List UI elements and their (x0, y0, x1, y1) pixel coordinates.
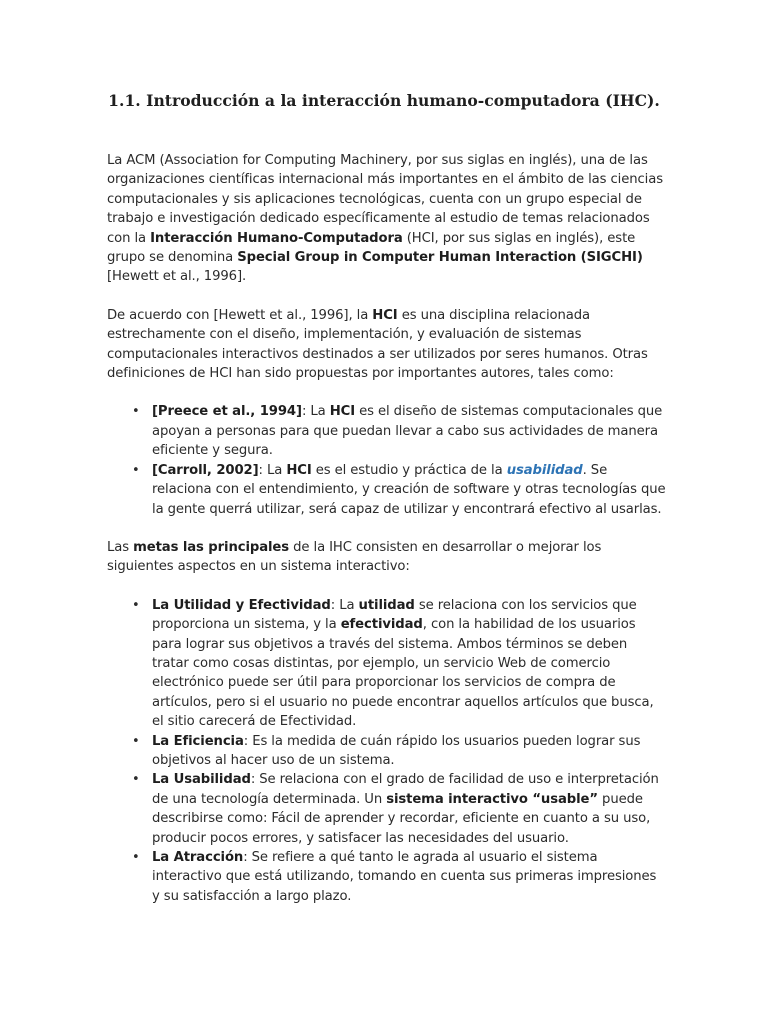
bold-term: La Utilidad y Efectividad (152, 597, 331, 613)
paragraph-hci-definition (107, 306, 667, 384)
list-item (132, 848, 667, 906)
list-item (132, 461, 667, 519)
bullet-icon: • (132, 850, 140, 865)
bold-term: La Usabilidad (152, 772, 251, 788)
bold-term: Interacción Humano-Computadora (150, 230, 403, 246)
bold-term: HCI (329, 404, 356, 420)
bullet-icon: • (132, 462, 140, 478)
bold-term: metas las principales (133, 539, 290, 555)
text-run: . Se relaciona con el entendimiento, y creación de software y otras tecnologías que la gente querrá utilizar, será capaz de utilizar y encontrará efectivo al usarlas. (152, 462, 666, 517)
text-run: es el diseño de sistemas computacionales que apoyan a personas para que puedan llevar a cabo sus actividades de manera eficiente y segura. (152, 404, 663, 459)
text-run: es el estudio y práctica de la (311, 462, 507, 478)
text-run: : Se refiere a qué tanto le agrada al usuario el sistema interactivo que está utilizando, tomando en cuenta sus primeras impresiones y su satisfacción a largo plazo. (152, 850, 657, 904)
bullet-icon: • (132, 404, 140, 420)
text-run: es una disciplina relacionada estrechamente con el diseño, implementación, y evaluación de sistemas computacionales interactivos destinados a ser utilizados por seres humanos. Otras definiciones de HCI han sido propuestas por importantes autores, tales como: (107, 307, 648, 382)
text-run: de la IHC consisten en desarrollar o mejorar los siguientes aspectos en un sistema interactivo: (107, 539, 602, 575)
bold-term: Special Group in Computer Human Interaction (SIGCHI) (237, 250, 643, 266)
usabilidad-link[interactable]: usabilidad (506, 462, 583, 478)
bold-term: sistema interactivo “usable” (386, 791, 598, 807)
text-run: : La (301, 404, 330, 420)
text-run: : La (330, 597, 359, 613)
text-run: se relaciona con los servicios que proporciona un sistema, y la (152, 597, 637, 633)
list-item (132, 770, 667, 848)
bold-term: utilidad (358, 597, 415, 613)
list-item (132, 596, 667, 732)
bold-term: efectividad (340, 617, 423, 633)
page-title: 1.1. Introducción a la interacción humano-computadora (IHC). (108, 91, 660, 110)
paragraph-goals (107, 538, 667, 577)
bold-term: [Preece et al., 1994] (152, 404, 302, 420)
bullet-icon: • (132, 772, 140, 788)
list-item (132, 402, 667, 460)
text-run: puede describirse como: Fácil de aprender y recordar, eficiente en cuanto a su uso, producir pocos errores, y satisfacer las necesidades del usuario. (152, 791, 651, 846)
bold-term: [Carroll, 2002] (152, 462, 259, 478)
text-run: De acuerdo con [Hewett et al., 1996], la (107, 307, 373, 323)
bold-term: La Atracción (152, 850, 244, 865)
text-run: : Es la medida de cuán rápido los usuarios pueden lograr sus objetivos al hacer uso de un sistema. (152, 733, 641, 768)
text-run: [Hewett et al., 1996]. (107, 269, 247, 285)
bullet-icon: • (132, 597, 140, 613)
text-run: : La (258, 462, 287, 478)
bullet-icon: • (132, 733, 140, 749)
bold-term: HCI (286, 462, 312, 478)
list-item (132, 732, 667, 771)
document-body (107, 151, 667, 925)
text-run: Las (107, 539, 134, 555)
definitions-list (107, 402, 667, 518)
paragraph-acm (107, 151, 667, 287)
bold-term: HCI (372, 307, 398, 323)
bold-term: La Eficiencia (152, 733, 244, 749)
text-run: , con la habilidad de los usuarios para lograr sus objetivos a través del sistema. Ambos términos se deben tratar como cosas distintas, por ejemplo, un servicio Web de comercio electrónico puede ser útil para proporcionar los servicios de compra de artículos, pero si el usuario no puede encontrar aquellos artículos que busca, el sitio carecerá de Efectividad. (152, 617, 654, 730)
text-run: La ACM (Association for Computing Machinery, por sus siglas en inglés), una de las organizaciones científicas internacional más importantes en el ámbito de las ciencias computacionales y sis aplicaciones tecnológicas, cuenta con un grupo especial de trabajo e investigación dedicado específicamente al estudio de temas relacionados con la (107, 153, 663, 246)
text-run: (HCI, por sus siglas en inglés), este grupo se denomina (107, 230, 636, 266)
text-run: : Se relaciona con el grado de facilidad de uso e interpretación de una tecnología determinada. Un (152, 772, 659, 807)
goals-list (107, 596, 667, 907)
